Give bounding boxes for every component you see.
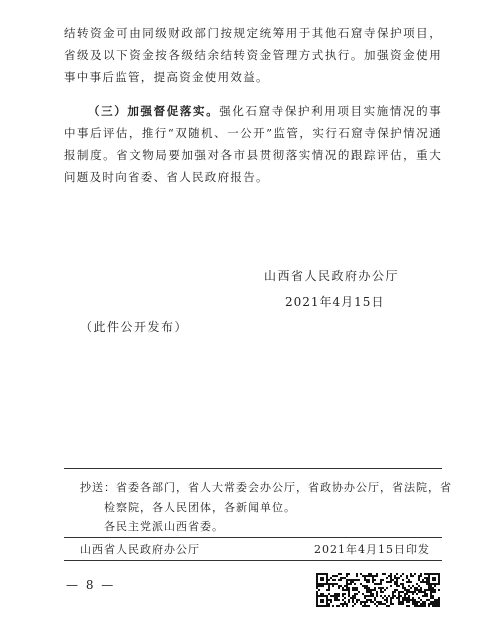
section-heading: （三）加强督促落实。	[88, 104, 220, 118]
issuer-signature: 山西省人民政府办公厅	[264, 269, 400, 283]
footer-top-rule	[64, 468, 442, 469]
cc-line-2: 检察院，各人民团体，各新闻单位。	[104, 501, 296, 514]
barcode-graphic	[316, 573, 440, 607]
publication-note: （此件公开发布）	[80, 320, 189, 334]
footer-issuer: 山西省人民政府办公厅	[80, 543, 200, 556]
footer-bottom-rule	[64, 560, 442, 561]
paragraph-supervision	[64, 100, 442, 188]
section-text: 强化石窟寺保护利用项目实施情况的事中事后评估，推行“双随机、一公开”监管，实行石窟寺保护情况通报制度。省文物局要加强对各市县贯彻落实情况的跟踪评估，重大问题及时向省委、省人民政府报告。	[64, 104, 442, 184]
issue-date: 2021年4月15日	[285, 295, 385, 309]
footer-print-date: 2021年4月15日印发	[314, 543, 430, 556]
cc-line-1: 抄送：省委各部门，省人大常委会办公厅，省政协办公厅，省法院，省	[80, 481, 452, 494]
barcode-image	[316, 573, 440, 607]
cc-line-3: 各民主党派山西省委。	[104, 520, 224, 533]
page-number: — 8 —	[66, 578, 116, 592]
paragraph-funds: 结转资金可由同级财政部门按规定统筹用于其他石窟寺保护项目，省级及以下资金按各级结余结转资金管理方式执行。加强资金使用事中事后监管，提高资金使用效益。	[64, 26, 442, 84]
footer-middle-rule	[64, 537, 442, 538]
